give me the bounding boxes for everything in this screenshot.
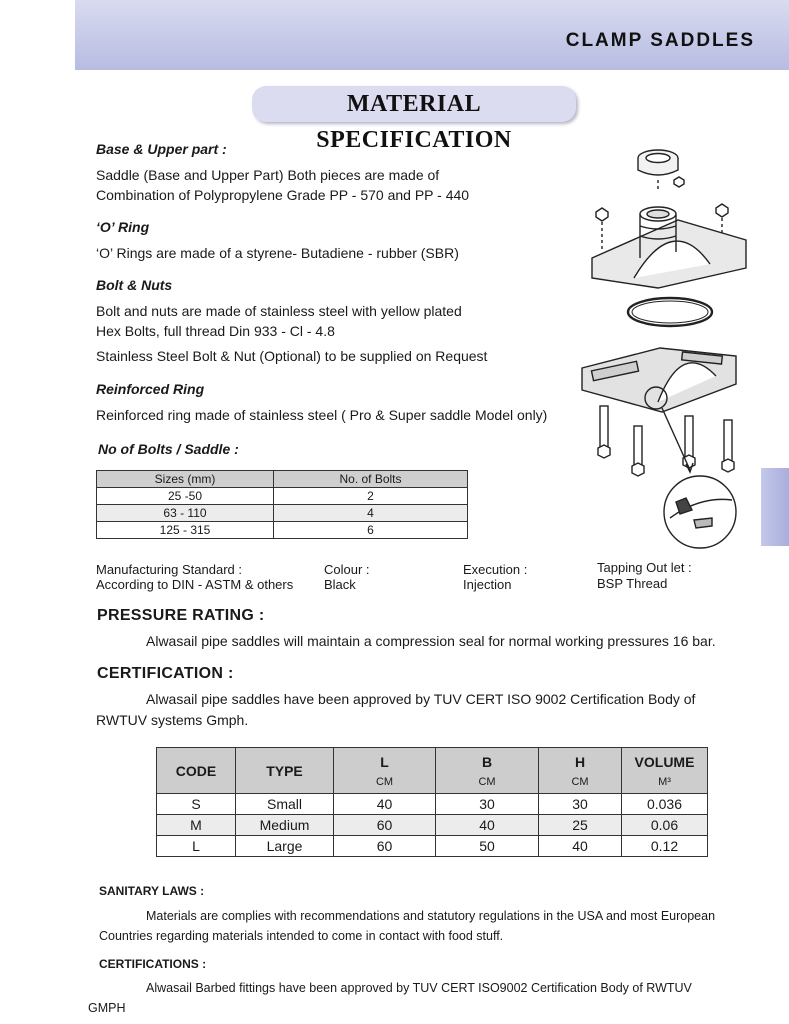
tapping-label: Tapping Out let :	[597, 560, 692, 575]
table-cell: 40	[436, 815, 539, 836]
sanitary-line-1: Materials are complies with recommendations and statutory regulations in the USA and most European	[146, 909, 716, 923]
table-cell: 30	[436, 794, 539, 815]
table-cell: 63 - 110	[97, 505, 274, 522]
execution-value: Injection	[463, 577, 512, 592]
tapping-value: BSP Thread	[597, 576, 668, 591]
execution-label: Execution :	[463, 562, 528, 577]
table-cell: S	[157, 794, 236, 815]
table-cell: 0.06	[622, 815, 708, 836]
manufacturing-label: Manufacturing Standard :	[96, 562, 242, 577]
bolt-heading: Bolt & Nuts	[96, 277, 173, 293]
code-table-header	[157, 748, 236, 794]
hex-bolt	[598, 406, 610, 458]
oring-line-1: ‘O’ Rings are made of a styrene- Butadiene - rubber (SBR)	[96, 245, 459, 261]
bolt-line-3: Stainless Steel Bolt & Nut (Optional) to be supplied on Request	[96, 348, 488, 364]
colour-value: Black	[324, 577, 356, 592]
pressure-text: Alwasail pipe saddles will maintain a compression seal for normal working pressures 16 bar.	[146, 633, 716, 649]
table-cell: 60	[334, 815, 436, 836]
pressure-heading: PRESSURE RATING :	[97, 607, 265, 624]
header-label: B	[481, 753, 493, 770]
table-cell: 50	[436, 836, 539, 857]
table-cell: 0.12	[622, 836, 708, 857]
code-table-header	[236, 748, 334, 794]
header-unit: CM	[478, 775, 496, 788]
o-ring	[628, 298, 712, 326]
manufacturing-value: According to DIN - ASTM & others	[96, 577, 294, 592]
table-cell: 4	[274, 505, 468, 522]
bolts-table-header: Sizes (mm)	[97, 471, 274, 488]
code-table-header	[436, 748, 539, 794]
certification-heading: CERTIFICATION :	[97, 665, 234, 682]
table-cell: 40	[334, 794, 436, 815]
clamp-saddle-illustration	[578, 140, 760, 550]
bolt-line-1: Bolt and nuts are made of stainless steel with yellow plated	[96, 303, 462, 319]
table-row	[157, 794, 708, 815]
table-cell: 25 -50	[97, 488, 274, 505]
header-unit: CM	[375, 775, 394, 788]
table-row	[97, 522, 468, 539]
table-row	[97, 488, 468, 505]
bolts-table-header: No. of Bolts	[274, 471, 468, 488]
table-cell: L	[157, 836, 236, 857]
header-label: CODE	[175, 762, 217, 779]
hex-bolt	[722, 420, 734, 472]
base-line-2: Combination of Polypropylene Grade PP - 570 and PP - 440	[96, 187, 470, 203]
code-table-header	[334, 748, 436, 794]
header-label: VOLUME	[634, 753, 695, 770]
brand-title: CLAMP SADDLES	[565, 30, 755, 51]
oring-heading: ‘O’ Ring	[96, 219, 150, 235]
side-tab	[761, 468, 789, 546]
code-table-header	[539, 748, 622, 794]
bolts-table	[96, 470, 468, 539]
table-cell: M	[157, 815, 236, 836]
hex-bolt	[632, 426, 644, 476]
certifications-line-1: Alwasail Barbed fittings have been approved by TUV CERT ISO9002 Certification Body of RWTUV	[146, 981, 692, 995]
header-unit: CM	[571, 775, 589, 788]
table-row	[157, 815, 708, 836]
table-row	[157, 836, 708, 857]
table-cell: Large	[236, 836, 334, 857]
certifications-line-2: GMPH	[88, 1001, 126, 1015]
bolt-line-2: Hex Bolts, full thread Din 933 - Cl - 4.8	[96, 323, 335, 339]
ring-line-1: Reinforced ring made of stainless steel ( Pro & Super saddle Model only)	[96, 407, 548, 423]
base-heading: Base & Upper part :	[96, 141, 227, 157]
hex-bolt	[683, 416, 695, 468]
table-cell: 0.036	[622, 794, 708, 815]
header-label: TYPE	[266, 762, 303, 779]
table-cell: 6	[274, 522, 468, 539]
table-row	[97, 505, 468, 522]
nut	[674, 177, 684, 187]
sanitary-heading: SANITARY LAWS :	[99, 884, 205, 898]
header-label: L	[380, 753, 389, 770]
table-cell: Medium	[236, 815, 334, 836]
nut	[596, 208, 608, 221]
table-cell: 30	[539, 794, 622, 815]
code-table	[156, 747, 708, 857]
colour-label: Colour :	[324, 562, 370, 577]
bolts-per-saddle-heading: No of Bolts / Saddle :	[98, 441, 239, 457]
code-table-header	[622, 748, 708, 794]
certification-line-2: RWTUV systems Gmph.	[96, 712, 249, 728]
detail-callout-large	[664, 476, 736, 548]
nut	[716, 204, 728, 217]
certifications-heading: CERTIFICATIONS :	[99, 957, 207, 971]
ring-heading: Reinforced Ring	[96, 381, 205, 397]
table-cell: 25	[539, 815, 622, 836]
table-cell: 60	[334, 836, 436, 857]
table-cell: 125 - 315	[97, 522, 274, 539]
table-cell: 2	[274, 488, 468, 505]
base-line-1: Saddle (Base and Upper Part) Both pieces are made of	[96, 167, 440, 183]
sanitary-line-2: Countries regarding materials intended to come in contact with food stuff.	[99, 929, 504, 943]
table-cell: 40	[539, 836, 622, 857]
certification-line-1: Alwasail pipe saddles have been approved by TUV CERT ISO 9002 Certification Body of	[146, 691, 696, 707]
table-cell: Small	[236, 794, 334, 815]
header-unit: M³	[658, 775, 671, 788]
material-spec-title: MATERIAL SPECIFICATION	[252, 86, 576, 122]
header-label: H	[574, 753, 586, 770]
